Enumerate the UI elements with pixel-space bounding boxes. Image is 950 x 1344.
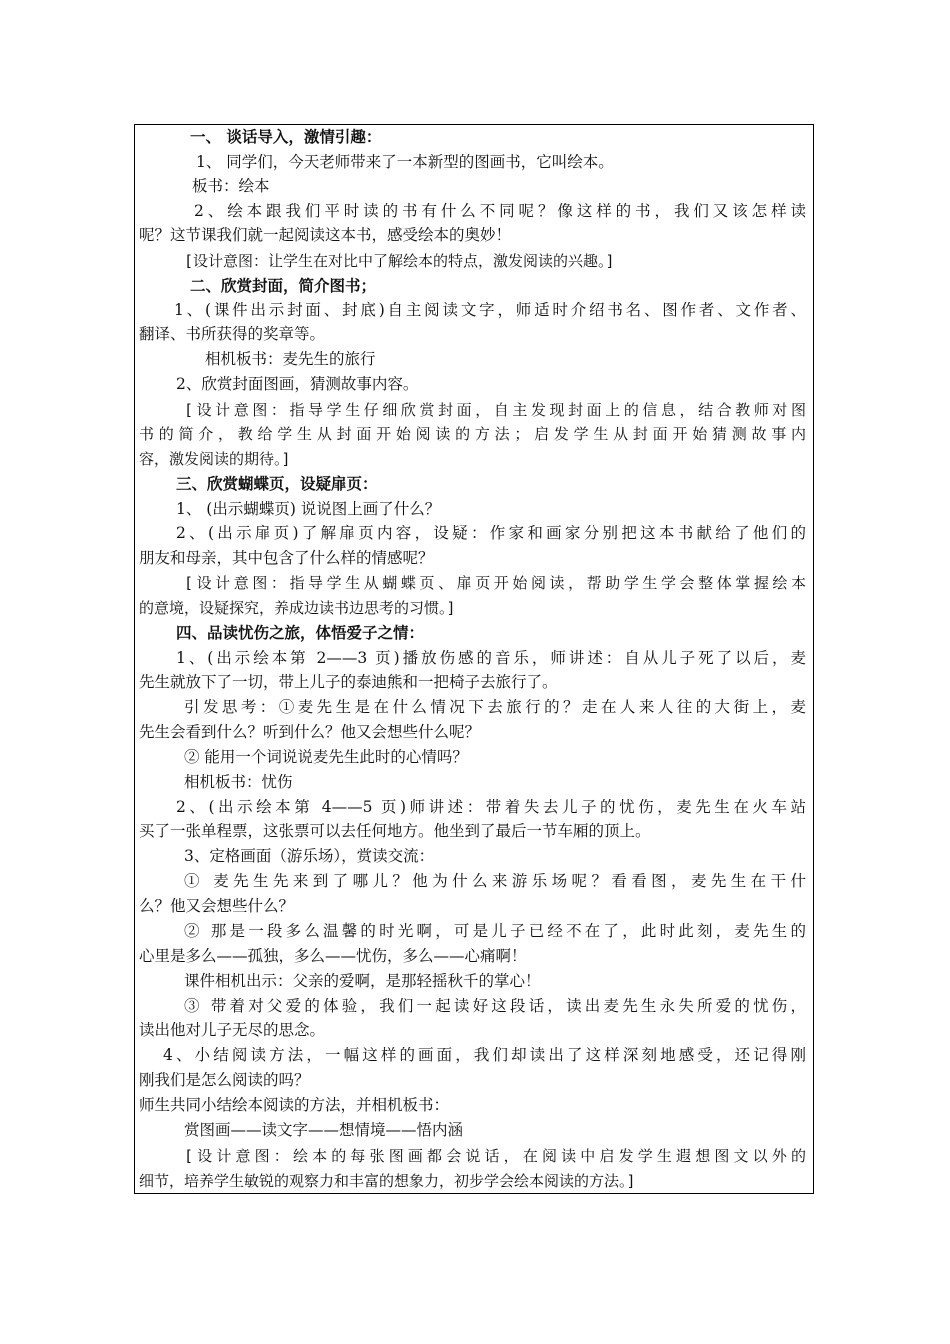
paragraph-line: 刚我们是怎么阅读的吗？: [139, 1071, 310, 1089]
paragraph-line: 心里是多么——孤独，多么——忧伤，多么——心痛啊！: [139, 947, 527, 965]
design-note: [设计意图：指导学生从蝴蝶页、扉页开始阅读，帮助学生学会整体掌握绘本: [184, 574, 806, 592]
design-note: [设计意图：绘本的每张图画都会说话，在阅读中启发学生遐想图文以外的: [184, 1147, 806, 1165]
paragraph-line: 买了一张单程票，这张票可以去任何地方。他坐到了最后一节车厢的顶上。: [139, 822, 651, 840]
paragraph-line: 1、 (出示蝴蝶页) 说说图上画了什么？: [176, 500, 441, 518]
paragraph-line: 1、(课件出示封面、封底)自主阅读文字，师适时介绍书名、图作者、文作者、: [174, 301, 806, 319]
paragraph-line: 呢？这节课我们就一起阅读这本书，感受绘本的奥妙！: [139, 226, 512, 244]
design-note: 容，激发阅读的期待。]: [139, 450, 291, 468]
paragraph-line: 先生会看到什么？听到什么？他又会想些什么呢？: [139, 723, 481, 741]
section-heading-4: 四、品读忧伤之旅，体悟爱子之情：: [176, 624, 425, 642]
paragraph-line: 读出他对儿子无尽的思念。: [139, 1021, 326, 1039]
paragraph-line: ② 能用一个词说说麦先生此时的心情吗？: [184, 748, 468, 766]
paragraph-line: 相机板书：麦先生的旅行: [205, 350, 376, 368]
paragraph-line: 板书：绘本: [192, 177, 270, 195]
design-note: 细节，培养学生敏锐的观察力和丰富的想象力，初步学会绘本阅读的方法。]: [139, 1172, 636, 1190]
design-note: 书的简介，教给学生从封面开始阅读的方法；启发学生从封面开始猜测故事内: [139, 425, 806, 443]
paragraph-line: 1、(出示绘本第 2——3 页)播放伤感的音乐，师讲述：自从儿子死了以后，麦: [176, 649, 806, 667]
paragraph-line: 么？他又会想些什么？: [139, 897, 295, 915]
paragraph-line: 2、(出示绘本第 4——5 页)师讲述：带着失去儿子的忧伤，麦先生在火车站: [176, 798, 806, 816]
paragraph-line: ② 那是一段多么温馨的时光啊，可是儿子已经不在了，此时此刻，麦先生的: [184, 922, 806, 940]
paragraph-line: 3、定格画面（游乐场），赏读交流：: [184, 847, 435, 865]
paragraph-line: ① 麦先生先来到了哪儿？他为什么来游乐场呢？看看图，麦先生在干什: [184, 872, 806, 890]
paragraph-line: 师生共同小结绘本阅读的方法，并相机板书：: [139, 1096, 450, 1114]
paragraph-line: ③ 带着对父爱的体验，我们一起读好这段话，读出麦先生永失所爱的忧伤，: [184, 997, 806, 1015]
paragraph-line: 2、欣赏封面图画，猜测故事内容。: [176, 375, 419, 393]
design-note: [设计意图：指导学生仔细欣赏封面，自主发现封面上的信息，结合教师对图: [184, 401, 806, 419]
paragraph-line: 先生就放下了一切，带上儿子的泰迪熊和一把椅子去旅行了。: [139, 673, 558, 691]
design-note: 的意境，设疑探究，养成边读书边思考的习惯。]: [139, 599, 456, 617]
paragraph-line: 赏图画——读文字——想情境——悟内涵: [184, 1121, 464, 1139]
paragraph-line: 引发思考：①麦先生是在什么情况下去旅行的？走在人来人往的大街上，麦: [184, 698, 806, 716]
section-heading-3: 三、欣赏蝴蝶页，设疑扉页：: [176, 475, 378, 493]
section-heading-1: 一、 谈话导入，激情引趣：: [190, 128, 382, 146]
paragraph-line: 课件相机出示：父亲的爱啊，是那轻摇秋千的掌心！: [184, 972, 541, 990]
paragraph-line: 2、绘本跟我们平时读的书有什么不同呢？像这样的书，我们又该怎样读: [194, 202, 806, 220]
paragraph-line: 相机板书：忧伤: [184, 773, 293, 791]
section-heading-2: 二、欣赏封面，简介图书；: [190, 277, 377, 295]
paragraph-line: 翻译、书所获得的奖章等。: [139, 325, 326, 343]
paragraph-line: 2、(出示扉页)了解扉页内容，设疑：作家和画家分别把这本书献给了他们的: [176, 524, 806, 542]
paragraph-line: 4、小结阅读方法，一幅这样的画面，我们却读出了这样深刻地感受，还记得刚: [163, 1046, 806, 1064]
design-note: [设计意图：让学生在对比中了解绘本的特点，激发阅读的兴趣。]: [184, 252, 615, 270]
paragraph-line: 1、 同学们，今天老师带来了一本新型的图画书，它叫绘本。: [196, 153, 614, 171]
paragraph-line: 朋友和母亲，其中包含了什么样的情感呢？: [139, 549, 434, 567]
